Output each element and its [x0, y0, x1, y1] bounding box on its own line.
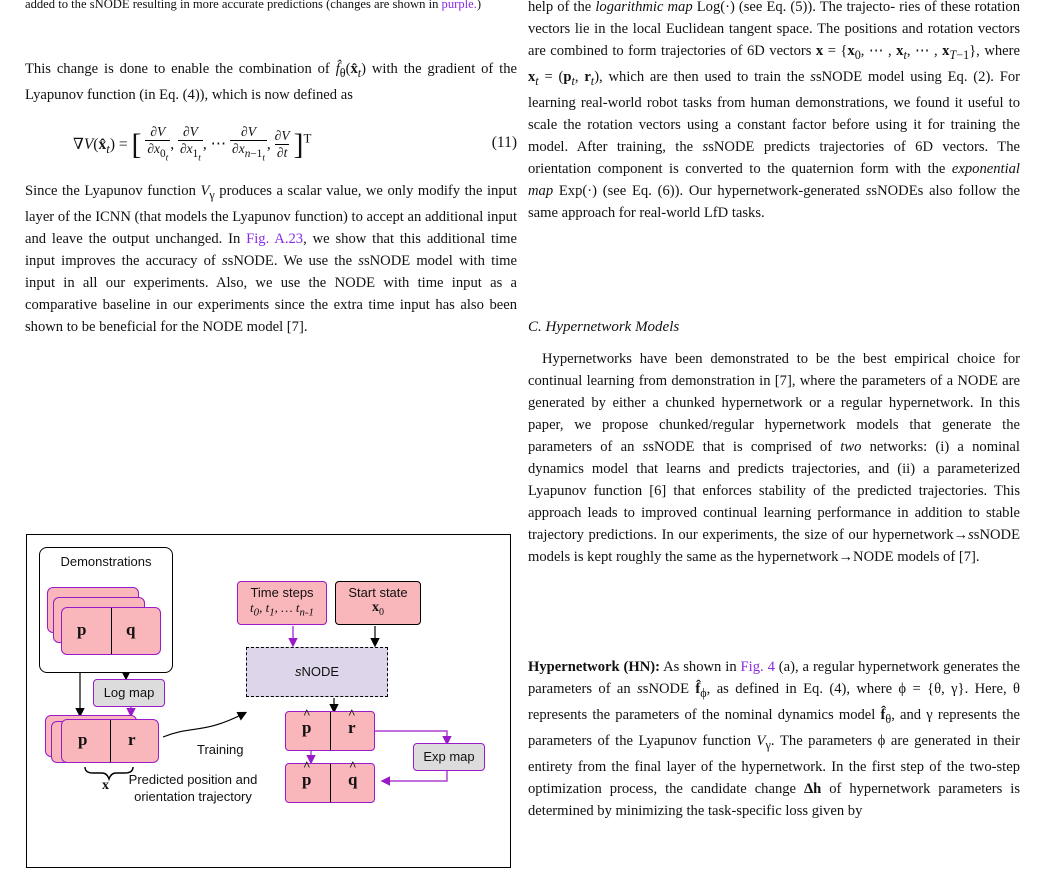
figure-ref-4[interactable]: Fig. 4: [740, 659, 775, 675]
predicted-trajectory-label: Predicted position and orientation trajectory: [128, 772, 258, 804]
figure-ref-a23[interactable]: Fig. A.23: [246, 230, 304, 247]
pipeline-figure: [26, 534, 511, 868]
quaternion-symbol: q: [126, 620, 136, 639]
time-steps-label: Time steps: [250, 585, 314, 600]
paragraph-1: This change is done to enable the combination of $f̂_\theta(x̂_t)$ with the gradient of the Lyapunov function (in Eq. (4)), which is now defined as: [25, 61, 517, 103]
x-label: x: [102, 778, 109, 793]
right-paragraph-1: help of the logarithmic map Log(·) (see Eq. (5)). The trajecto- ries of these rotation vectors lie in the local Euclidean tangent space. The positions and rotation vectors are combined to form trajectories of 6D vectors $x = \{x_0$, ⋯ , $x_t$, ⋯ , $x_{T-1}$}, where $x_t = (p_t$, $r_t$), which are then used to train the ssNODE model using Eq. (2). For learning real-world robot tasks from human demonstrations, we found it useful to scale the rotation vectors using a constant factor before using it for training the model. After training, the ssNODE predicts trajectories of 6D vectors. The orientation component is converted to the quaternion form with the exponential map Exp(·) (see Eq. (6)). Our hypernetwork-generated ssNODEs also follow the same approach for real-world LfD tasks.: [528, 0, 1021, 221]
demonstrations-label: Demonstrations: [60, 554, 152, 569]
start-state-label: Start state: [348, 585, 408, 600]
right-paragraph-2: Hypernetworks have been demonstrated to be the best empirical choice for continual learning from demonstration in [7], where the parameters of a NODE are generated by either a chunked hypernetwork or a regular hypernetwork. In this paper, we propose chunked/regular hypernetwork models that generate the parameters of an ssNODE that is comprised of two networks: (i) a nominal dynamics model that learns and predicts trajectories, and (ii) a parameterized Lyapunov function [6] that enforces stability of the predicted trajectories. This approach leads to improved continual learning performance in addition to stable trajectory predictions. In our experiments, the size of our hypernetwork→ssNODE models is kept roughly the same as the hypernetwork→NODE models of [7].: [528, 351, 1020, 565]
equation-number: (11): [491, 134, 517, 151]
predicted-position-symbol: p ^: [302, 758, 312, 789]
time-steps-box: Time steps $t_0$, $t_1$, … $t_{n-1}$: [237, 581, 327, 625]
rotation-symbol: r: [128, 730, 136, 749]
paragraph-2: Since the Lyapunov function $V_\gamma$ produces a scalar value, we only modify the input layer of the ICNN (that models the Lyapunov function) to accept an additional input and leave the output unchanged. In Fig. A.23, we show that this additional time input improves the accuracy of ssNODE. We use the ssNODE model with time input in all our experiments. Also, we use the NODE with time input as a comparative baseline in our experiments since the extra time input has also been shown to be beneficial for the NODE model [7].: [25, 183, 518, 335]
position-symbol: p: [78, 730, 88, 749]
predicted-pq-box: [285, 758, 375, 803]
demo-card-front: [61, 607, 161, 655]
predicted-rotation-symbol: r ^: [348, 706, 356, 737]
section-heading: C. Hypernetwork Models: [528, 319, 680, 335]
right-paragraph-3: Hypernetwork (HN): As shown in Fig. 4 (a), a regular hypernetwork generates the parameters of an ssNODE $f̂_\phi$, as defined in Eq. (4), where ϕ = {θ, γ}. Here, θ represents the parameters of the nominal dynamics model $f̂_\theta$, and γ represents the parameters of the Lyapunov function $V_\gamma$. The parameters ϕ are generated in their entirety from the final layer of the hypernetwork. In the first step of the two-step optimization process, the candidate change Δh of hypernetwork parameters is determined by minimizing the task-specific loss given by: [528, 659, 1021, 819]
predicted-pr-box: [285, 706, 375, 751]
training-label: Training: [197, 742, 244, 757]
snode-label: NODE: [301, 664, 340, 679]
equation-11: $\nabla V(x̂_t)$ = [ ∂V $\partial x_{0_t}$, ∂V $\partial x_{1_t}$, ⋯ ∂V $\partial x_{n-1_t}$, ∂V ∂t ]$^T$: [73, 124, 311, 166]
start-state-box: Start state $x_0$: [335, 581, 421, 625]
pr-card-front: [61, 719, 159, 763]
figure-caption-fragment: added to the sNODE resulting in more accurate predictions (changes are shown in purple.): [25, 0, 482, 11]
predicted-quaternion-symbol: q ^: [348, 758, 358, 789]
log-map-box: Log map: [93, 679, 165, 707]
exp-map-box: Exp map: [413, 743, 485, 771]
position-symbol: p: [77, 620, 87, 639]
snode-box: sNODE: [246, 647, 388, 697]
predicted-position-symbol: p ^: [302, 706, 312, 737]
